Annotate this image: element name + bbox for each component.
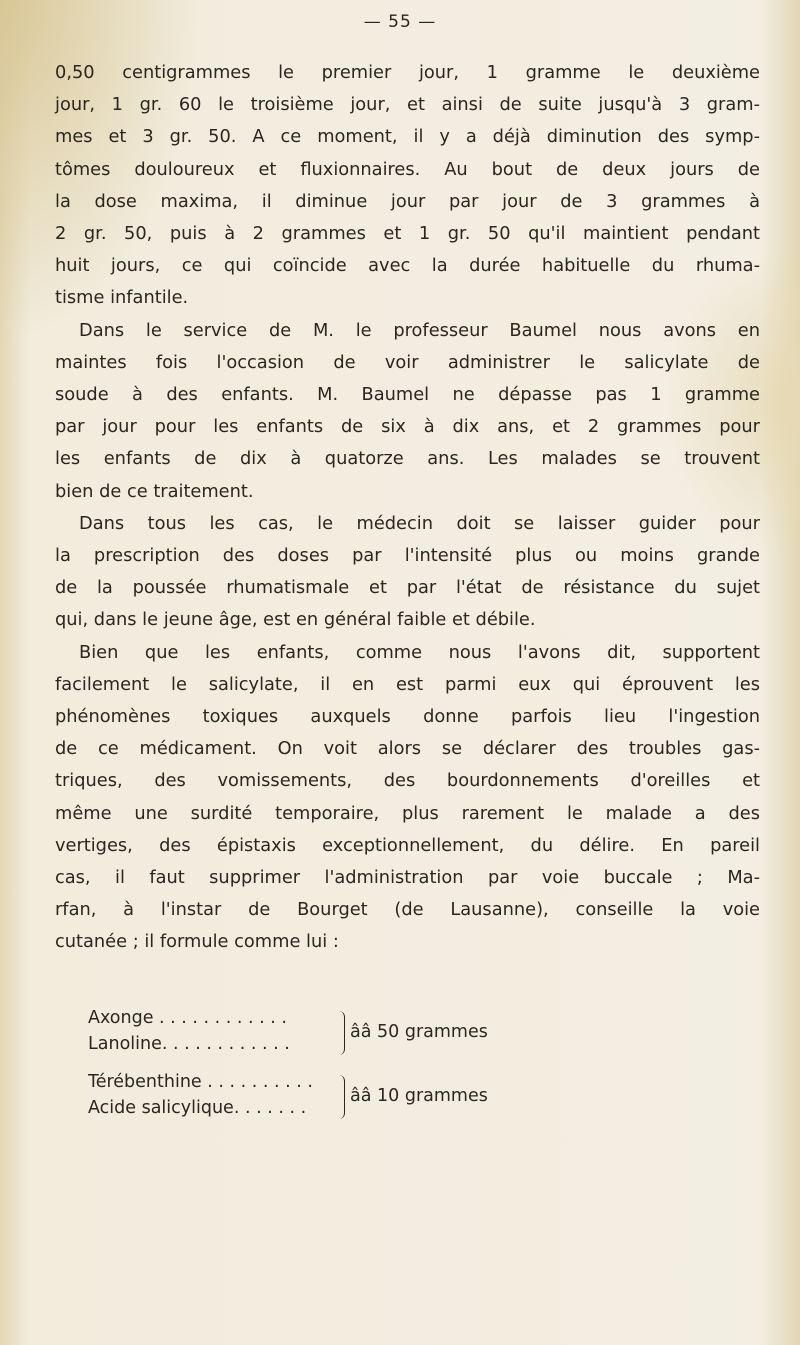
text-line: huit jours, ce qui coïncide avec la durée habituelle du rhuma- (55, 255, 760, 277)
text-line: Bien que les enfants, comme nous l'avons dit, supportent (79, 641, 760, 663)
text-line: vertiges, des épistaxis exceptionnellement, du délire. En pareil (55, 834, 760, 856)
text-line: bien de ce traitement. (55, 480, 254, 502)
text-line: facilement le salicylate, il en est parmi eux qui éprouvent les (55, 673, 760, 695)
text-line: la dose maxima, il diminue jour par jour de 3 grammes à (55, 190, 760, 212)
text-line: triques, des vomissements, des bourdonnements d'oreilles et (55, 770, 760, 792)
brace (338, 1075, 345, 1119)
text-line: tisme infantile. (55, 287, 189, 309)
text-body (55, 57, 760, 959)
paragraph-dosage-schedule (55, 57, 760, 315)
text-line: la prescription des doses par l'intensité plus ou moins grande (55, 545, 760, 567)
text-line: Dans tous les cas, le médecin doit se laisser guider pour (79, 512, 760, 534)
text-line: de ce médicament. On voit alors se déclarer des troubles gas- (55, 738, 760, 760)
text-line: 0,50 centigrammes le premier jour, 1 gramme le deuxième (55, 62, 760, 83)
text-line: qui, dans le jeune âge, est en général faible et débile. (55, 609, 536, 631)
text-line: par jour pour les enfants de six à dix ans, et 2 grammes pour (55, 416, 760, 438)
ingredient: Térébenthine . . . . . . . . . . (88, 1072, 313, 1092)
text-line: les enfants de dix à quatorze ans. Les malades se trouvent (55, 448, 760, 470)
formula-recipe (88, 1005, 488, 1133)
text-line: rfan, à l'instar de Bourget (de Lausanne), conseille la voie (55, 899, 760, 921)
paragraph-baumel-service (55, 315, 760, 508)
text-line: de la poussée rhumatismale et par l'état de résistance du sujet (55, 577, 760, 599)
formula-group-2 (88, 1069, 488, 1133)
formula-group-1 (88, 1005, 488, 1069)
page-number: — 55 — (363, 12, 437, 32)
text-line: soude à des enfants. M. Baumel ne dépasse pas 1 gramme (55, 384, 760, 406)
text-line: phénomènes toxiques auxquels donne parfois lieu l'ingestion (55, 706, 760, 728)
ingredient: Lanoline. . . . . . . . . . . . (88, 1034, 290, 1054)
text-line: 2 gr. 50, puis à 2 grammes et 1 gr. 50 qu'il maintient pendant (55, 223, 760, 245)
quantity: ââ 10 grammes (350, 1086, 488, 1106)
ingredient: Acide salicylique. . . . . . . (88, 1098, 307, 1118)
text-line: Dans le service de M. le professeur Baumel nous avons en (79, 319, 760, 341)
paragraph-prescription-guidance (55, 508, 760, 637)
brace (338, 1011, 345, 1055)
text-line: tômes douloureux et fluxionnaires. Au bout de deux jours de (55, 158, 760, 180)
text-line: mes et 3 gr. 50. A ce moment, il y a déjà diminution des symp- (55, 126, 760, 148)
text-line: jour, 1 gr. 60 le troisième jour, et ainsi de suite jusqu'à 3 gram- (55, 94, 760, 116)
ingredient: Axonge . . . . . . . . . . . . (88, 1008, 287, 1028)
text-line: cutanée ; il formule comme lui : (55, 931, 339, 953)
quantity: ââ 50 grammes (350, 1022, 488, 1042)
text-line: même une surdité temporaire, plus rarement le malade a des (55, 802, 760, 824)
text-line: maintes fois l'occasion de voir administrer le salicylate de (55, 351, 760, 373)
paragraph-toxic-effects (55, 637, 760, 959)
text-line: cas, il faut supprimer l'administration par voie buccale ; Ma- (55, 867, 760, 889)
